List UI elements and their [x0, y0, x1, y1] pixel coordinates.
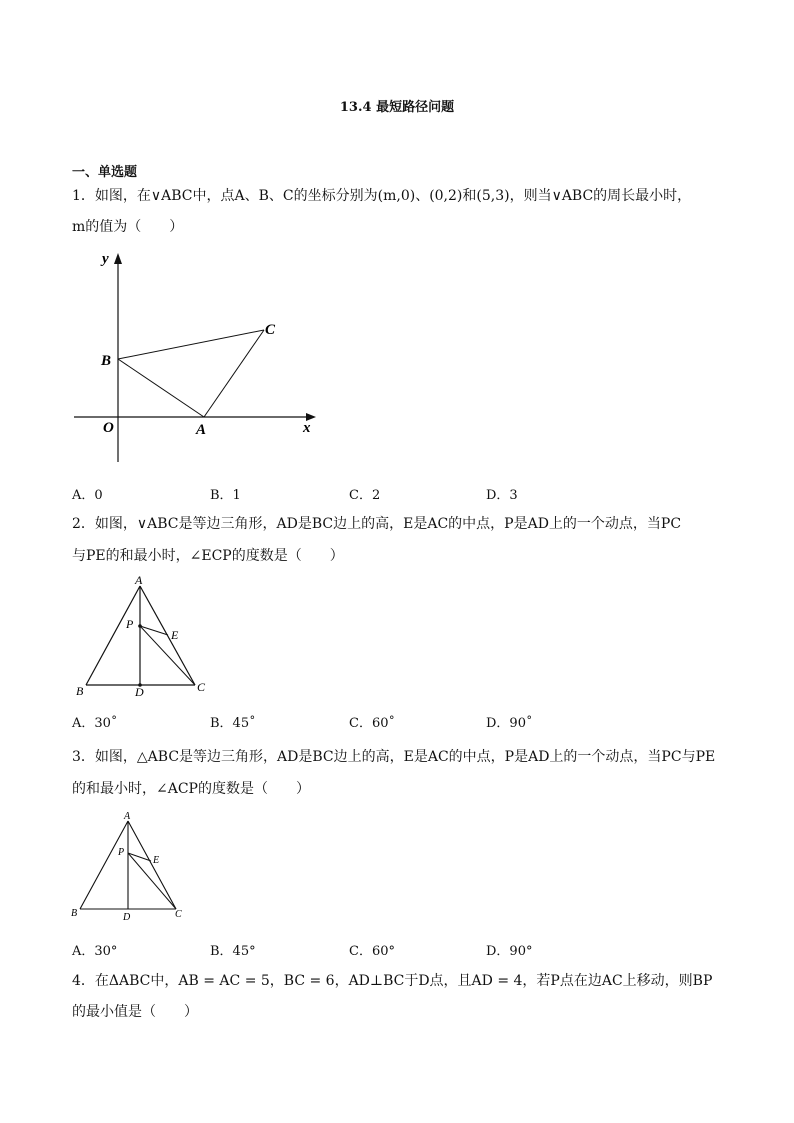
q2-label-a: A: [135, 573, 143, 587]
q1-label-b: B: [101, 353, 112, 369]
q1-label-y: y: [102, 251, 109, 267]
q3-side-ab: [80, 821, 128, 909]
q4-text-line2: 的最小值是（ ）: [72, 1004, 198, 1020]
q1-segment-bc: [118, 330, 264, 359]
q2-point-p: [138, 624, 142, 628]
q2-option-c[interactable]: C．60˚: [349, 716, 395, 731]
q3-option-b[interactable]: B．45°: [210, 944, 256, 959]
q1-option-c[interactable]: C．2: [349, 488, 381, 503]
q4-text-line1: 4．在ΔABC中，AB = AC = 5，BC = 6，AD⊥BC于D点，且AD = 4，若P点在边AC上移动，则BP: [72, 973, 713, 989]
q3-triangle-figure: [68, 808, 198, 923]
q1-text-line1: 1．如图，在∨ABC中，点A、B、C的坐标分别为(m,0)、(0,2)和(5,3)，则当∨ABC的周长最小时，: [72, 188, 692, 204]
page-title: 13.4 最短路径问题: [339, 100, 455, 115]
q3-option-c[interactable]: C．60°: [349, 944, 395, 959]
q1-option-d[interactable]: D．3: [486, 488, 518, 503]
q2-label-c: C: [197, 680, 206, 694]
q3-label-p: P: [118, 847, 125, 858]
q3-label-e: E: [153, 855, 160, 866]
q1-option-b[interactable]: B．1: [210, 488, 241, 503]
q3-segment-pc: [128, 853, 176, 909]
q2-triangle-figure: [68, 570, 218, 700]
q3-label-b: B: [71, 908, 78, 919]
q2-text-line1: 2．如图，∨ABC是等边三角形，AD是BC边上的高，E是AC的中点，P是AD上的一个动点，当PC: [72, 516, 682, 532]
q1-segment-ac: [204, 330, 264, 417]
q2-option-b[interactable]: B．45˚: [210, 716, 256, 731]
q2-label-e: E: [171, 628, 179, 642]
q1-text-line2: m的值为（ ）: [72, 219, 184, 235]
q2-label-d: D: [135, 685, 144, 699]
q1-label-a: A: [196, 422, 207, 438]
q3-side-ac: [128, 821, 176, 909]
q3-label-d: D: [123, 912, 131, 923]
q2-side-ab: [86, 586, 140, 685]
q3-text-line2: 的和最小时，∠ACP的度数是（ ）: [72, 781, 310, 797]
q2-option-a[interactable]: A．30˚: [72, 716, 118, 731]
q2-text-line2: 与PE的和最小时，∠ECP的度数是（ ）: [72, 548, 344, 564]
q2-label-b: B: [76, 684, 84, 698]
section-heading: 一、单选题: [72, 165, 138, 180]
q2-label-p: P: [126, 617, 134, 631]
q3-label-c: C: [175, 909, 182, 920]
q1-y-arrow: [114, 253, 122, 264]
q1-coordinate-figure: [60, 248, 330, 470]
q1-option-a[interactable]: A．0: [72, 488, 103, 503]
q3-option-a[interactable]: A．30°: [72, 944, 118, 959]
q3-label-a: A: [124, 811, 131, 822]
q3-text-line1: 3．如图，△ABC是等边三角形，AD是BC边上的高，E是AC的中点，P是AD上的一个动点，当PC与PE: [72, 749, 716, 765]
q2-option-d[interactable]: D．90˚: [486, 716, 533, 731]
q1-label-o: O: [103, 420, 114, 436]
q1-label-x: x: [303, 420, 311, 436]
q3-option-d[interactable]: D．90°: [486, 944, 533, 959]
q1-segment-ba: [118, 359, 204, 417]
q1-label-c: C: [265, 322, 276, 338]
